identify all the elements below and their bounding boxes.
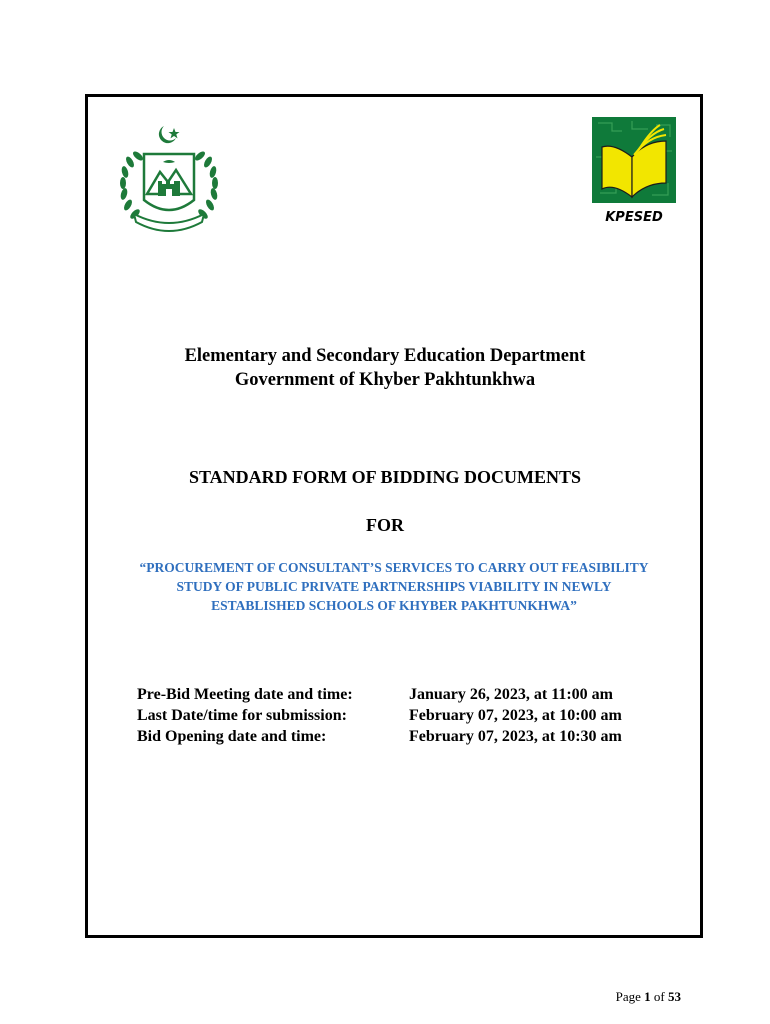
page-current: 1 <box>644 989 651 1004</box>
bid-schedule <box>137 684 622 747</box>
subject-line-2: STUDY OF PUBLIC PRIVATE PARTNERSHIPS VIABILITY IN NEWLY <box>176 579 612 594</box>
schedule-label: Pre-Bid Meeting date and time: <box>137 686 353 703</box>
page-word: Page <box>615 989 641 1004</box>
schedule-value: February 07, 2023, at 10:30 am <box>409 728 622 745</box>
procurement-subject <box>85 558 703 615</box>
page-total: 53 <box>668 989 681 1004</box>
schedule-value: January 26, 2023, at 11:00 am <box>409 686 613 703</box>
department-heading <box>0 344 770 392</box>
page-number <box>616 989 681 1005</box>
of-word: of <box>653 989 665 1004</box>
schedule-row-bid-opening <box>137 726 622 747</box>
kpesed-logo-text: KPESED <box>605 210 663 225</box>
schedule-row-pre-bid <box>137 684 622 705</box>
government-name: Government of Khyber Pakhtunkhwa <box>234 370 536 390</box>
document-for-label: FOR <box>366 515 404 535</box>
schedule-row-submission <box>137 705 622 726</box>
department-name: Elementary and Secondary Education Department <box>184 346 586 366</box>
schedule-label: Last Date/time for submission: <box>137 707 347 724</box>
kpesed-logo <box>592 117 676 225</box>
subject-line-1: “PROCUREMENT OF CONSULTANT’S SERVICES TO CARRY OUT FEASIBILITY <box>139 560 649 575</box>
khyber-pakhtunkhwa-government-seal-icon <box>116 122 222 240</box>
schedule-label: Bid Opening date and time: <box>137 728 327 745</box>
subject-line-3: ESTABLISHED SCHOOLS OF KHYBER PAKHTUNKHWA” <box>211 598 577 613</box>
document-title: STANDARD FORM OF BIDDING DOCUMENTS <box>188 467 581 487</box>
schedule-value: February 07, 2023, at 10:00 am <box>409 707 622 724</box>
